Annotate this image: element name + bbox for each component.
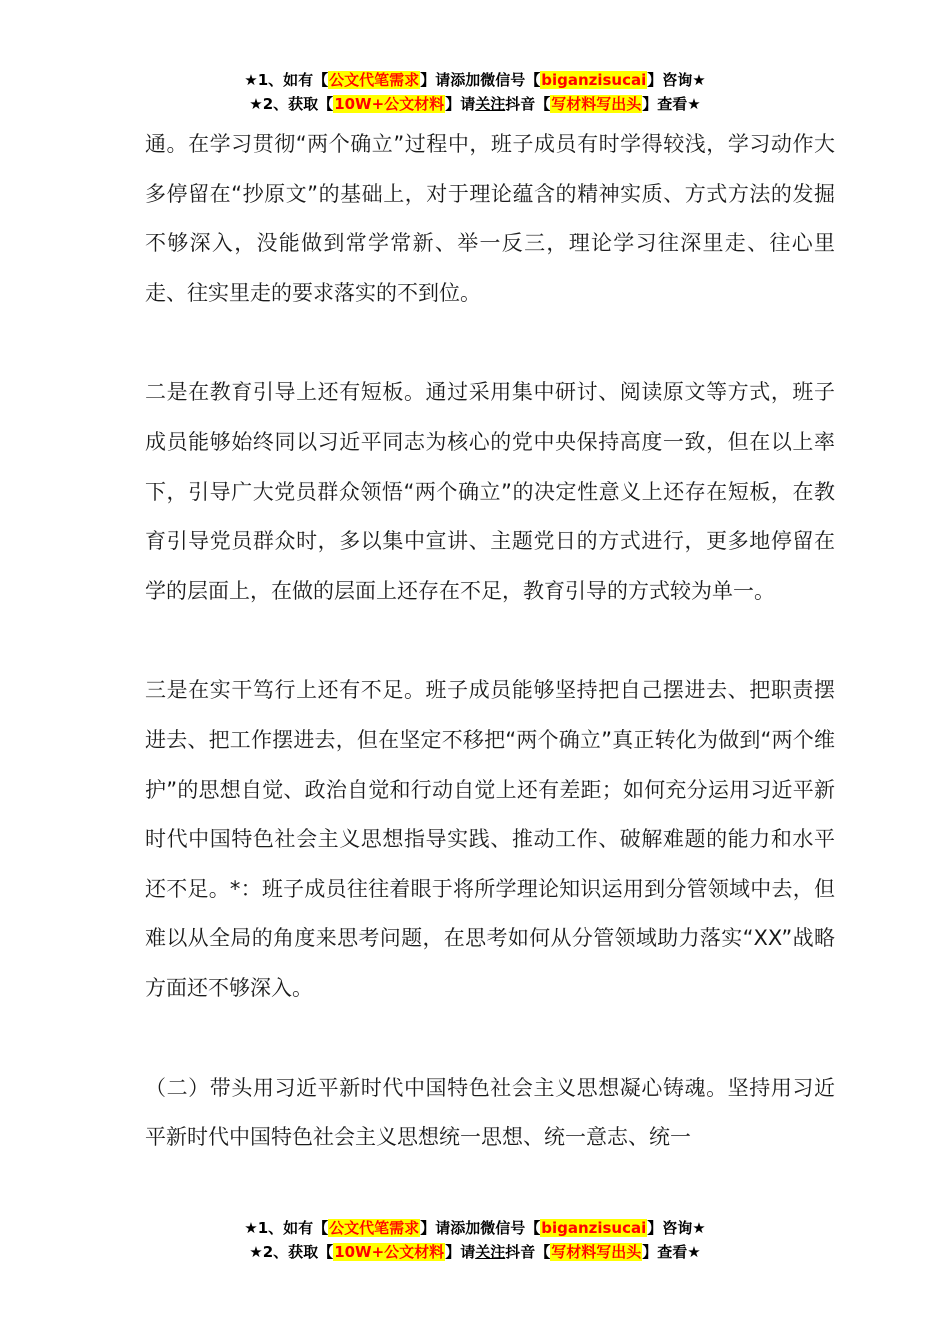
banner-text: 】请 (445, 95, 476, 113)
document-body (145, 120, 835, 1213)
banner-underlined-text: 关注 (475, 95, 506, 113)
banner-text: 】请添加微信号【 (420, 71, 541, 89)
banner-text: 】咨询★ (647, 1219, 706, 1237)
banner-text: 】查看★ (642, 1243, 701, 1261)
banner-highlight: 公文代笔需求 (329, 1219, 420, 1237)
banner-text: 】请添加微信号【 (420, 1219, 541, 1237)
banner-line-2 (0, 1240, 950, 1264)
banner-highlight: 写材料写出头 (551, 95, 642, 113)
banner-line-1 (0, 1216, 950, 1240)
banner-text: 抖音【 (505, 1243, 551, 1261)
banner-highlight: 10W+公文材料 (334, 1243, 445, 1261)
banner-text: 抖音【 (505, 95, 551, 113)
banner-line-1 (0, 68, 950, 92)
banner-highlight: 写材料写出头 (551, 1243, 642, 1261)
banner-underlined-text: 关注 (475, 1243, 506, 1261)
banner-text: 】咨询★ (647, 71, 706, 89)
header-banner (0, 68, 950, 116)
paragraph-2: 二是在教育引导上还有短板。通过采用集中研讨、阅读原文等方式，班子成员能够始终同以习近平同志为核心的党中央保持高度一致，但在以上率下，引导广大党员群众领悟“两个确立”的决定性意义上还存在短板，在教育引导党员群众时，多以集中宣讲、主题党日的方式进行，更多地停留在学的层面上，在做的层面上还存在不足，教育引导的方式较为单一。 (145, 380, 835, 603)
banner-text: ★2、获取【 (249, 95, 334, 113)
paragraph-1: 通。在学习贯彻“两个确立”过程中，班子成员有时学得较浅，学习动作大多停留在“抄原文”的基础上，对于理论蕴含的精神实质、方式方法的发掘不够深入，没能做到常学常新、举一反三，理论学习往深里走、往心里走、往实里走的要求落实的不到位。 (145, 132, 835, 305)
banner-line-2 (0, 92, 950, 116)
banner-text: ★1、如有【 (244, 71, 329, 89)
wechat-id-highlight: biganzisucai (541, 71, 647, 89)
paragraph-3: 三是在实干笃行上还有不足。班子成员能够坚持把自己摆进去、把职责摆进去、把工作摆进去，但在坚定不移把“两个确立”真正转化为做到“两个维护”的思想自觉、政治自觉和行动自觉上还有差距；如何充分运用习近平新时代中国特色社会主义思想指导实践、推动工作、破解难题的能力和水平还不足。*：班子成员往往着眼于将所学理论知识运用到分管领域中去，但难以从全局的角度来思考问题，在思考如何从分管领域助力落实“XX”战略方面还不够深入。 (145, 678, 835, 1000)
banner-text: ★2、获取【 (249, 1243, 334, 1261)
banner-text: 】查看★ (642, 95, 701, 113)
banner-text: ★1、如有【 (244, 1219, 329, 1237)
banner-highlight: 公文代笔需求 (329, 71, 420, 89)
banner-highlight: 10W+公文材料 (334, 95, 445, 113)
wechat-id-highlight: biganzisucai (541, 1219, 647, 1237)
banner-text: 】请 (445, 1243, 476, 1261)
paragraph-4: （二）带头用习近平新时代中国特色社会主义思想凝心铸魂。坚持用习近平新时代中国特色社会主义思想统一思想、统一意志、统一 (145, 1075, 835, 1150)
footer-banner (0, 1216, 950, 1264)
